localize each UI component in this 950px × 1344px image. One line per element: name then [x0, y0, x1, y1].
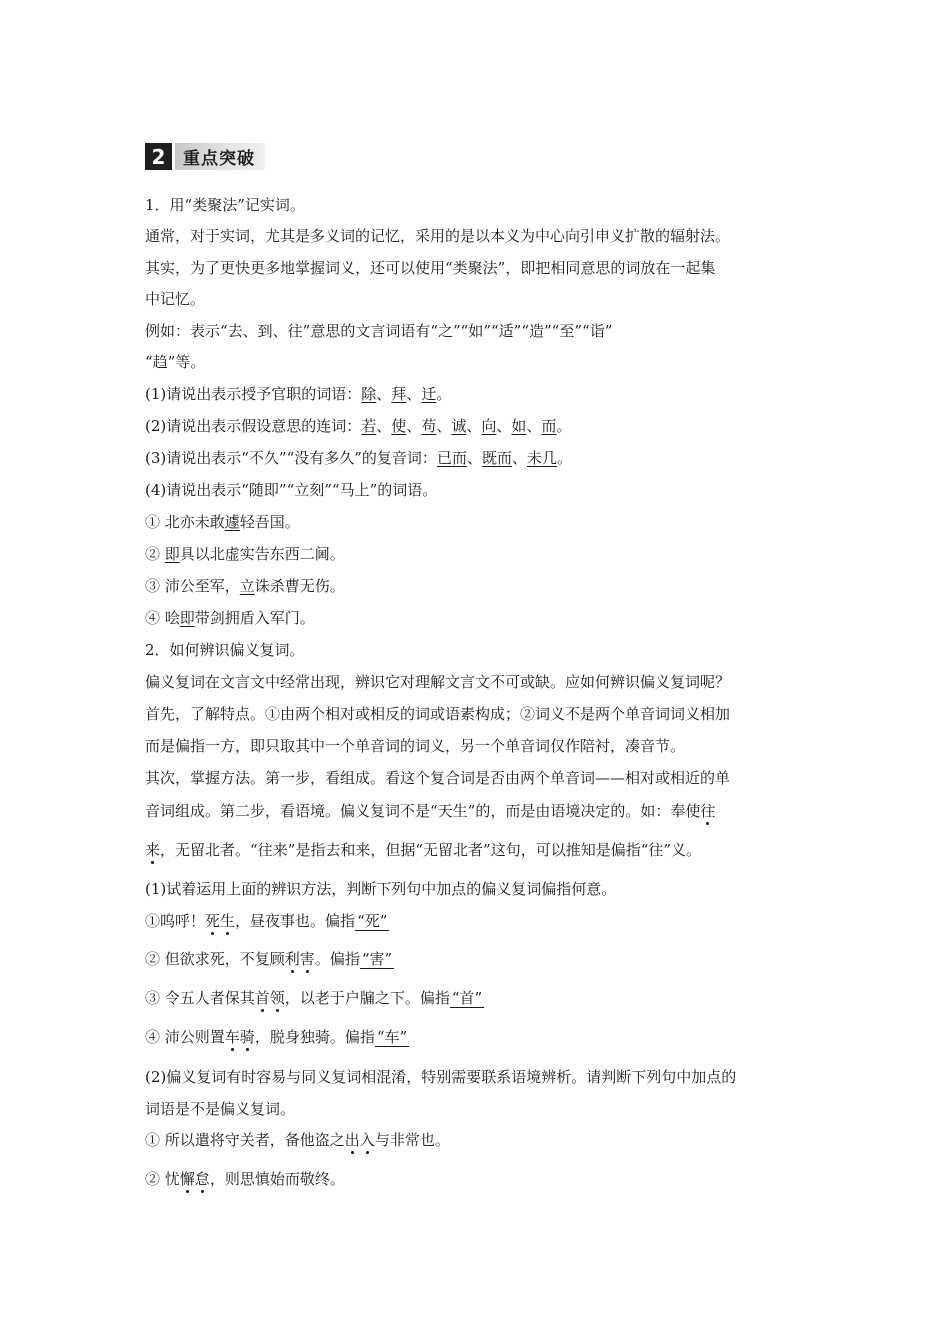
- example-sentence: ② 即具以北虚实告东西二阃。: [145, 545, 345, 563]
- underlined-word: 遽: [224, 513, 240, 531]
- answer-word: 诚: [451, 417, 467, 435]
- dotted-char: 死: [205, 912, 221, 930]
- answer-word: 未几: [527, 449, 558, 467]
- answer-word: 苟: [421, 417, 437, 435]
- answer-word: 已而: [436, 449, 467, 467]
- example-sentence: ① 北亦未敢遽轻吾国。: [145, 513, 300, 531]
- dotted-char: 懈: [179, 1170, 195, 1188]
- dotted-char: 怠: [194, 1170, 210, 1188]
- example-sentence: ② 忧懈怠，则思慎始而敬终。: [145, 1170, 345, 1188]
- paragraph: 其次，掌握方法。第一步，看组成。看这个复合词是否由两个单音词——相对或相近的单: [145, 769, 731, 787]
- dotted-char: 生: [220, 912, 236, 930]
- example-sentence: ① 所以遣将守关者，备他盗之出入与非常也。: [145, 1131, 450, 1149]
- answer-blank: “害”: [361, 950, 393, 968]
- question-prefix: (2)请说出表示假设意思的连词：: [145, 417, 362, 435]
- question-prefix: (1)请说出表示授予官职的词语：: [145, 385, 362, 403]
- answer-word: 若: [361, 417, 377, 435]
- question-2: (2)偏义复词有时容易与同义复词相混淆，特别需要联系语境辨析。请判断下列句中加点的: [145, 1068, 737, 1086]
- answer-word: 除: [361, 385, 377, 403]
- answer-line: ①呜呼！死生，昼夜事也。偏指 “死”: [145, 912, 388, 930]
- dotted-char: 车: [224, 1028, 240, 1046]
- underlined-word: 即: [164, 545, 180, 563]
- answer-word: 而: [541, 417, 557, 435]
- paragraph: “趋”等。: [145, 353, 206, 371]
- underlined-word: 立: [239, 577, 255, 595]
- example-sentence: ③ 沛公至军，立诛杀曹无伤。: [145, 577, 345, 595]
- answer-word: 如: [511, 417, 527, 435]
- dotted-char: 来: [145, 841, 161, 859]
- question-2: (2)请说出表示假设意思的连词：若、使、苟、诚、向、如、而。: [145, 417, 572, 435]
- dotted-char: 入: [359, 1131, 375, 1149]
- paragraph: 其实，为了更快更多地掌握词义，还可以使用“类聚法”，即把相同意思的词放在一起集: [145, 259, 716, 277]
- dotted-char: 利: [284, 950, 300, 968]
- question-4: (4)请说出表示“随即”“立刻”“马上”的词语。: [145, 481, 438, 499]
- example-sentence: ④ 哙即带剑拥盾入军门。: [145, 609, 315, 627]
- section-header: [145, 143, 265, 170]
- answer-word: 迁: [421, 385, 437, 403]
- paragraph: 通常，对于实词，尤其是多义词的记忆，采用的是以本义为中心向引申义扩散的辐射法。: [145, 227, 731, 245]
- section-number: 2: [145, 143, 172, 170]
- dotted-char: 首: [254, 989, 270, 1007]
- answer-blank: “首”: [451, 989, 483, 1007]
- paragraph: 中记忆。: [145, 290, 206, 308]
- paragraph: 偏义复词在文言文中经常出现，辨识它对理解文言文不可或缺。应如何辨识偏义复词呢？: [145, 673, 731, 691]
- answer-blank: “车”: [376, 1028, 408, 1046]
- answer-line: ④ 沛公则置车骑，脱身独骑。偏指 “车”: [145, 1028, 408, 1046]
- dotted-char: 往: [700, 802, 716, 820]
- heading-2: 2．如何辨识偏义复词。: [145, 641, 305, 659]
- answer-blank: “死”: [357, 912, 388, 930]
- heading-1: 1．用“类聚法”记实词。: [145, 196, 305, 214]
- answer-line: ② 但欲求死，不复顾利害。偏指 “害”: [145, 950, 393, 968]
- dotted-char: 领: [269, 989, 285, 1007]
- question-2: 词语是不是偏义复词。: [145, 1100, 296, 1118]
- paragraph: 音词组成。第二步，看语境。偏义复词不是“天生”的，而是由语境决定的。如：奉使往: [145, 802, 716, 820]
- answer-word: 既而: [481, 449, 512, 467]
- underlined-word: 即: [179, 609, 195, 627]
- section-title: 重点突破: [175, 143, 265, 170]
- dotted-char: 出: [344, 1131, 360, 1149]
- question-1: (1)试着运用上面的辨识方法，判断下列句中加点的偏义复词偏指何意。: [145, 880, 617, 898]
- answer-word: 拜: [391, 385, 407, 403]
- paragraph: 例如：表示“去、到、往”意思的文言词语有“之”“如”“适”“造”“至”“诣”: [145, 322, 613, 340]
- paragraph: 来，无留北者。“往来”是指去和来，但据“无留北者”这句，可以推知是偏指“往”义。: [145, 841, 702, 859]
- dotted-char: 骑: [239, 1028, 255, 1046]
- answer-line: ③ 令五人者保其首领，以老于户牖之下。偏指 “首”: [145, 989, 483, 1007]
- paragraph: 而是偏指一方，即只取其中一个单音词的词义，另一个单音词仅作陪衬，凑音节。: [145, 737, 686, 755]
- question-3: (3)请说出表示“不久”“没有多久”的复音词：已而、既而、未几。: [145, 449, 573, 467]
- answer-word: 使: [391, 417, 407, 435]
- answer-word: 向: [481, 417, 497, 435]
- dotted-char: 害: [299, 950, 315, 968]
- question-1: (1)请说出表示授予官职的词语：除、拜、迁。: [145, 385, 452, 403]
- question-prefix: (3)请说出表示“不久”“没有多久”的复音词：: [145, 449, 437, 467]
- paragraph: 首先，了解特点。①由两个相对或相反的词或语素构成；②词义不是两个单音词词义相加: [145, 705, 731, 723]
